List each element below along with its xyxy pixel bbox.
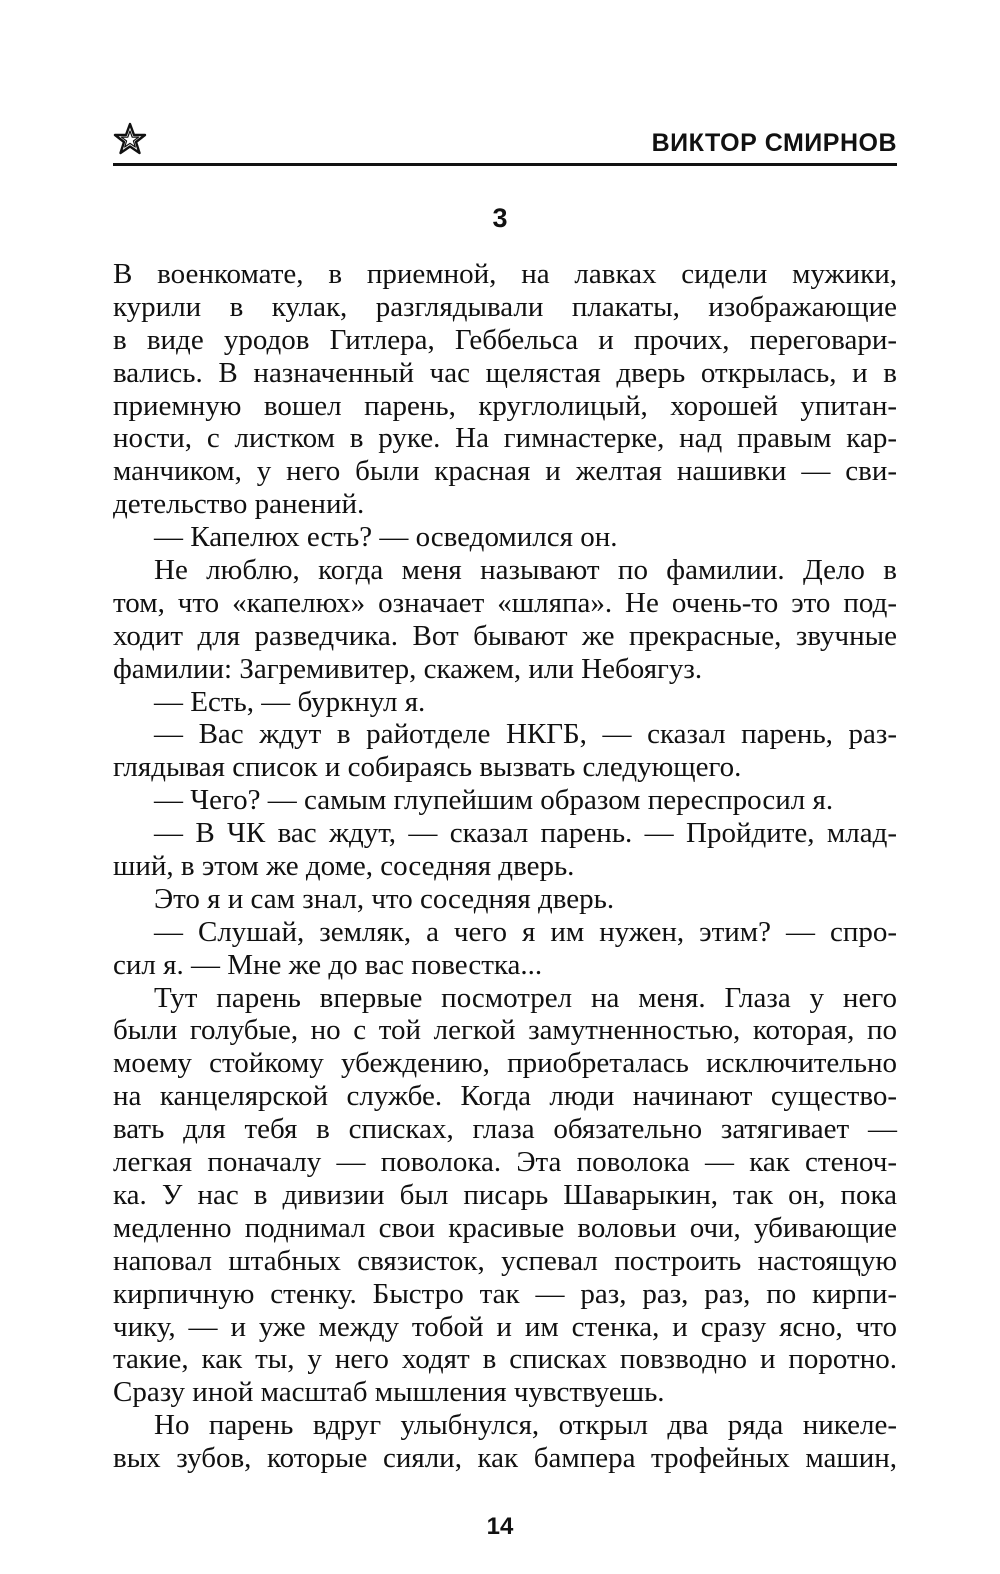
text-line: такие, как ты, у него ходят в списках повзводно и поротно. — [113, 1343, 897, 1376]
text-line: ходит для разведчика. Вот бывают же прекрасные, звучные — [113, 619, 897, 652]
text-line: легкая поначалу — поволока. Эта поволока — как стеноч- — [113, 1146, 897, 1179]
text-line: — Вас ждут в райотделе НКГБ, — сказал парень, раз- — [154, 718, 897, 751]
running-header — [113, 118, 897, 160]
text-line: В военкомате, в приемной, на лавках сидели мужики, — [113, 258, 897, 290]
text-line: вались. В назначенный час щелястая дверь открылась, и в — [113, 356, 897, 389]
text-line: на канцелярской службе. Когда люди начинают существо- — [113, 1080, 897, 1113]
text-line: вых зубов, которые сияли, как бампера трофейных машин, — [113, 1442, 897, 1475]
text-line: наповал штабных связисток, успевал построить настоящую — [113, 1244, 897, 1277]
text-line: в виде уродов Гитлера, Геббельса и прочих, переговари- — [113, 323, 897, 356]
text-line: Но парень вдруг улыбнулся, открыл два ряда никеле- — [154, 1409, 897, 1442]
text-line: — Есть, — буркнул я. — [154, 685, 426, 718]
text-line: том, что «капелюх» означает «шляпа». Не очень-то это под- — [113, 586, 897, 619]
text-line: медленно поднимал свои красивые воловьи очи, убивающие — [113, 1211, 897, 1244]
text-line: моему стойкому убеждению, приобреталась исключительно — [113, 1047, 897, 1080]
text-line: Не люблю, когда меня называют по фамилии. Дело в — [154, 554, 897, 587]
text-line: ности, с листком в руке. На гимнастерке, над правым кар- — [113, 422, 897, 455]
text-line: детельство ранений. — [113, 488, 365, 521]
text-line: — Чего? — самым глупейшим образом переспросил я. — [154, 784, 834, 817]
author-name: ВИКТОР СМИРНОВ — [651, 129, 897, 157]
star-outline-icon — [113, 122, 147, 156]
body-text — [113, 258, 897, 1475]
text-line: Тут парень впервые посмотрел на меня. Глаза у него — [154, 981, 897, 1014]
text-line: ший, в этом же доме, соседняя дверь. — [113, 850, 575, 883]
text-line: Это я и сам знал, что соседняя дверь. — [154, 882, 615, 915]
text-line: чику, — и уже между тобой и им стенка, и сразу ясно, что — [113, 1310, 897, 1343]
text-line: глядывая список и собираясь вызвать следующего. — [113, 751, 742, 784]
page-number: 14 — [486, 1513, 514, 1540]
text-line: — В ЧК вас ждут, — сказал парень. — Пройдите, млад- — [154, 817, 897, 850]
text-line: вать для тебя в списках, глаза обязательно затягивает — — [113, 1113, 897, 1146]
text-line: — Капелюх есть? — осведомился он. — [154, 521, 618, 554]
text-line: приемную вошел парень, круглолицый, хорошей упитан- — [113, 389, 897, 422]
text-line: сил я. — Мне же до вас повестка... — [113, 948, 543, 981]
text-line: курили в кулак, разглядывали плакаты, изображающие — [113, 290, 897, 323]
text-line: кирпичную стенку. Быстро так — раз, раз, раз, по кирпи- — [113, 1277, 897, 1310]
text-line: манчиком, у него были красная и желтая нашивки — сви- — [113, 455, 897, 488]
chapter-number: 3 — [492, 203, 508, 233]
text-line: ка. У нас в дивизии был писарь Шаварыкин, так он, пока — [113, 1178, 897, 1211]
text-line: фамилии: Загремивитер, скажем, или Небоягуз. — [113, 652, 703, 685]
header-rule — [113, 163, 897, 166]
text-line: — Слушай, земляк, а чего я им нужен, этим? — спро- — [154, 915, 897, 948]
text-line: были голубые, но с той легкой замутненностью, которая, по — [113, 1014, 897, 1047]
text-line: Сразу иной масштаб мышления чувствуешь. — [113, 1376, 665, 1409]
